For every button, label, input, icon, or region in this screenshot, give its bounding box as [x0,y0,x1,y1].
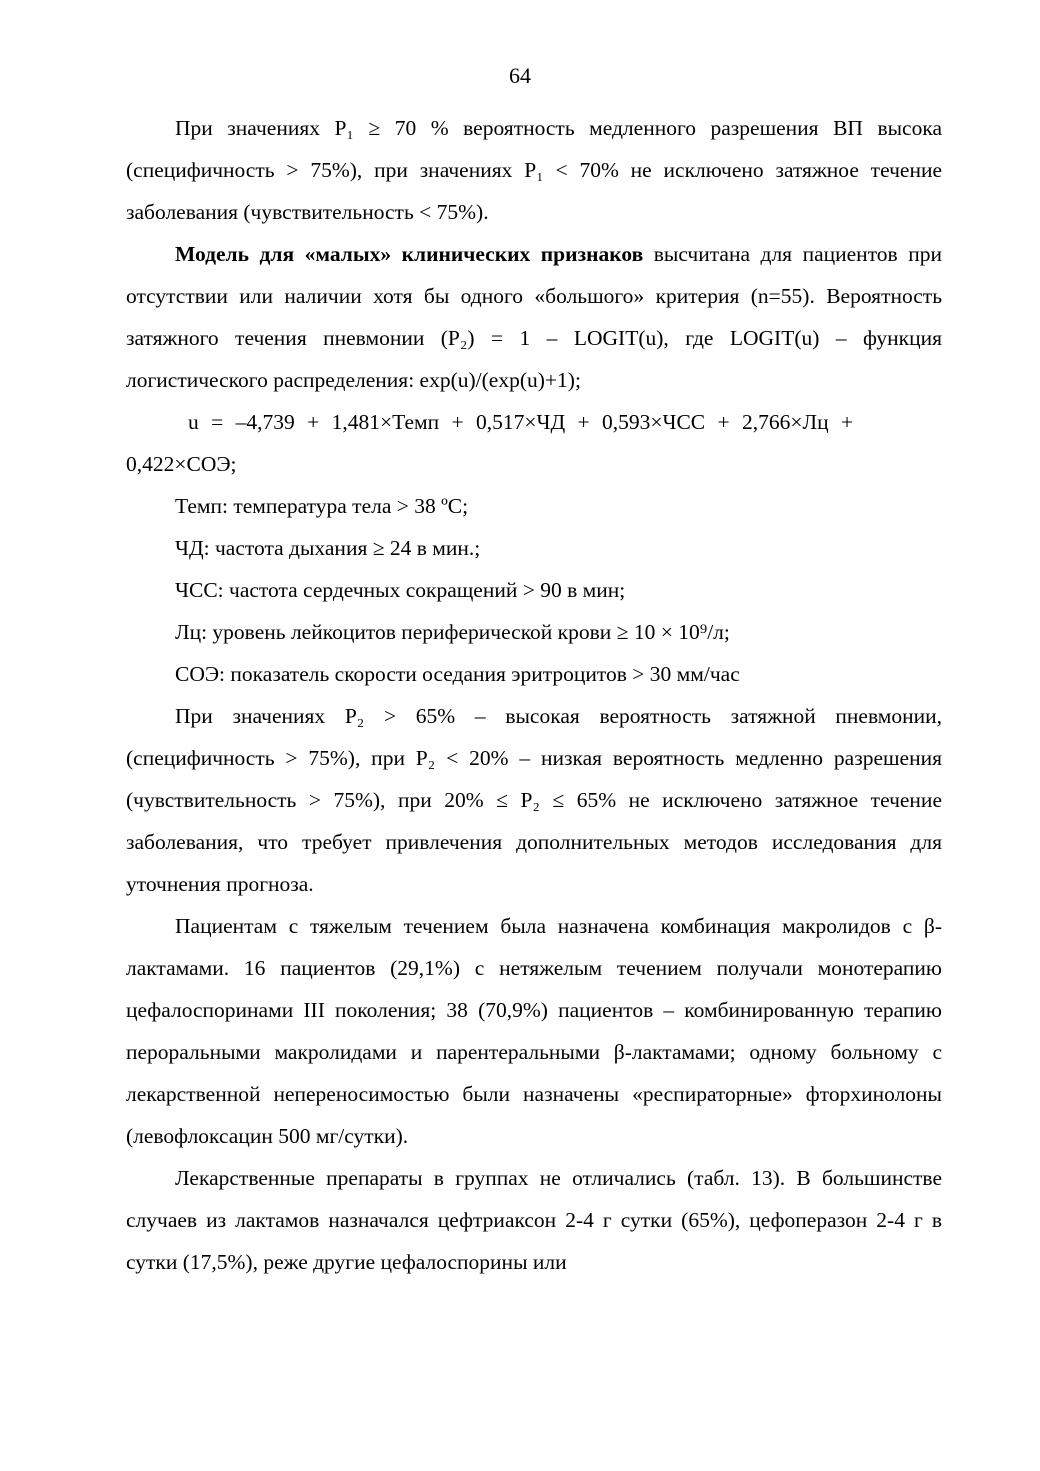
formula-line-2: 0,422×СОЭ; [126,452,237,476]
paragraph-small-criteria-model [126,233,942,401]
definition-heart-rate: ЧСС: частота сердечных сокращений > 90 в мин; [175,578,626,602]
paragraph-drugs: Лекарственные препараты в группах не отличались (табл. 13). В большинстве случаев из лактамов назначался цефтриаксон 2-4 г сутки (65%), цефоперазон 2-4 г в сутки (17,5%), реже другие цефалоспорины или [126,1166,942,1274]
definition-temp: Темп: температура тела > 38 ºС; [175,494,469,518]
page-body [126,107,942,1283]
formula-line-1: u = –4,739 + 1,481×Темп + 0,517×ЧД + 0,593×ЧСС + 2,766×Лц + [188,410,854,434]
page-number: 64 [509,63,531,88]
paragraph-p1-threshold: При значениях P₁ ≥ 70 % вероятность медленного разрешения ВП высока (специфичность > 75%), при значениях P₁ < 70% не исключено затяжное течение заболевания (чувствительность < 75%). [126,116,942,224]
definition-leukocytes: Лц: уровень лейкоцитов периферической крови ≥ 10 × 10⁹/л; [175,620,730,644]
definition-resp-rate: ЧД: частота дыхания ≥ 24 в мин.; [175,536,481,560]
paragraph-therapy: Пациентам с тяжелым течением была назначена комбинация макролидов с β-лактамами. 16 пациентов (29,1%) с нетяжелым течением получали монотерапию цефалоспоринами III поколения; 38 (70,9%) пациентов – комбинированную терапию пероральными макролидами и парентеральными β-лактамами; одному больному с лекарственной непереносимостью были назначены «респираторные» фторхинолоны (левофлоксацин 500 мг/сутки). [126,914,942,1148]
definition-esr: СОЭ: показатель скорости оседания эритроцитов > 30 мм/час [175,662,740,686]
paragraph-bold-heading: Модель для «малых» клинических признаков [175,242,644,266]
paragraph-p2-threshold: При значениях P₂ > 65% – высокая вероятность затяжной пневмонии, (специфичность > 75%), при P₂ < 20% – низкая вероятность медленно разрешения (чувствительность > 75%), при 20% ≤ P₂ ≤ 65% не исключено затяжное течение заболевания, что требует привлечения дополнительных методов исследования для уточнения прогноза. [126,704,942,896]
paragraph-model-text: высчитана для пациентов при отсутствии или наличии хотя бы одного «большого» критерия (n=55). Вероятность затяжного течения пневмонии (P₂) = 1 – LOGIT(u), где LOGIT(u) – функция логистического распределения: exp(u)/(exp(u)+1); [126,242,942,392]
